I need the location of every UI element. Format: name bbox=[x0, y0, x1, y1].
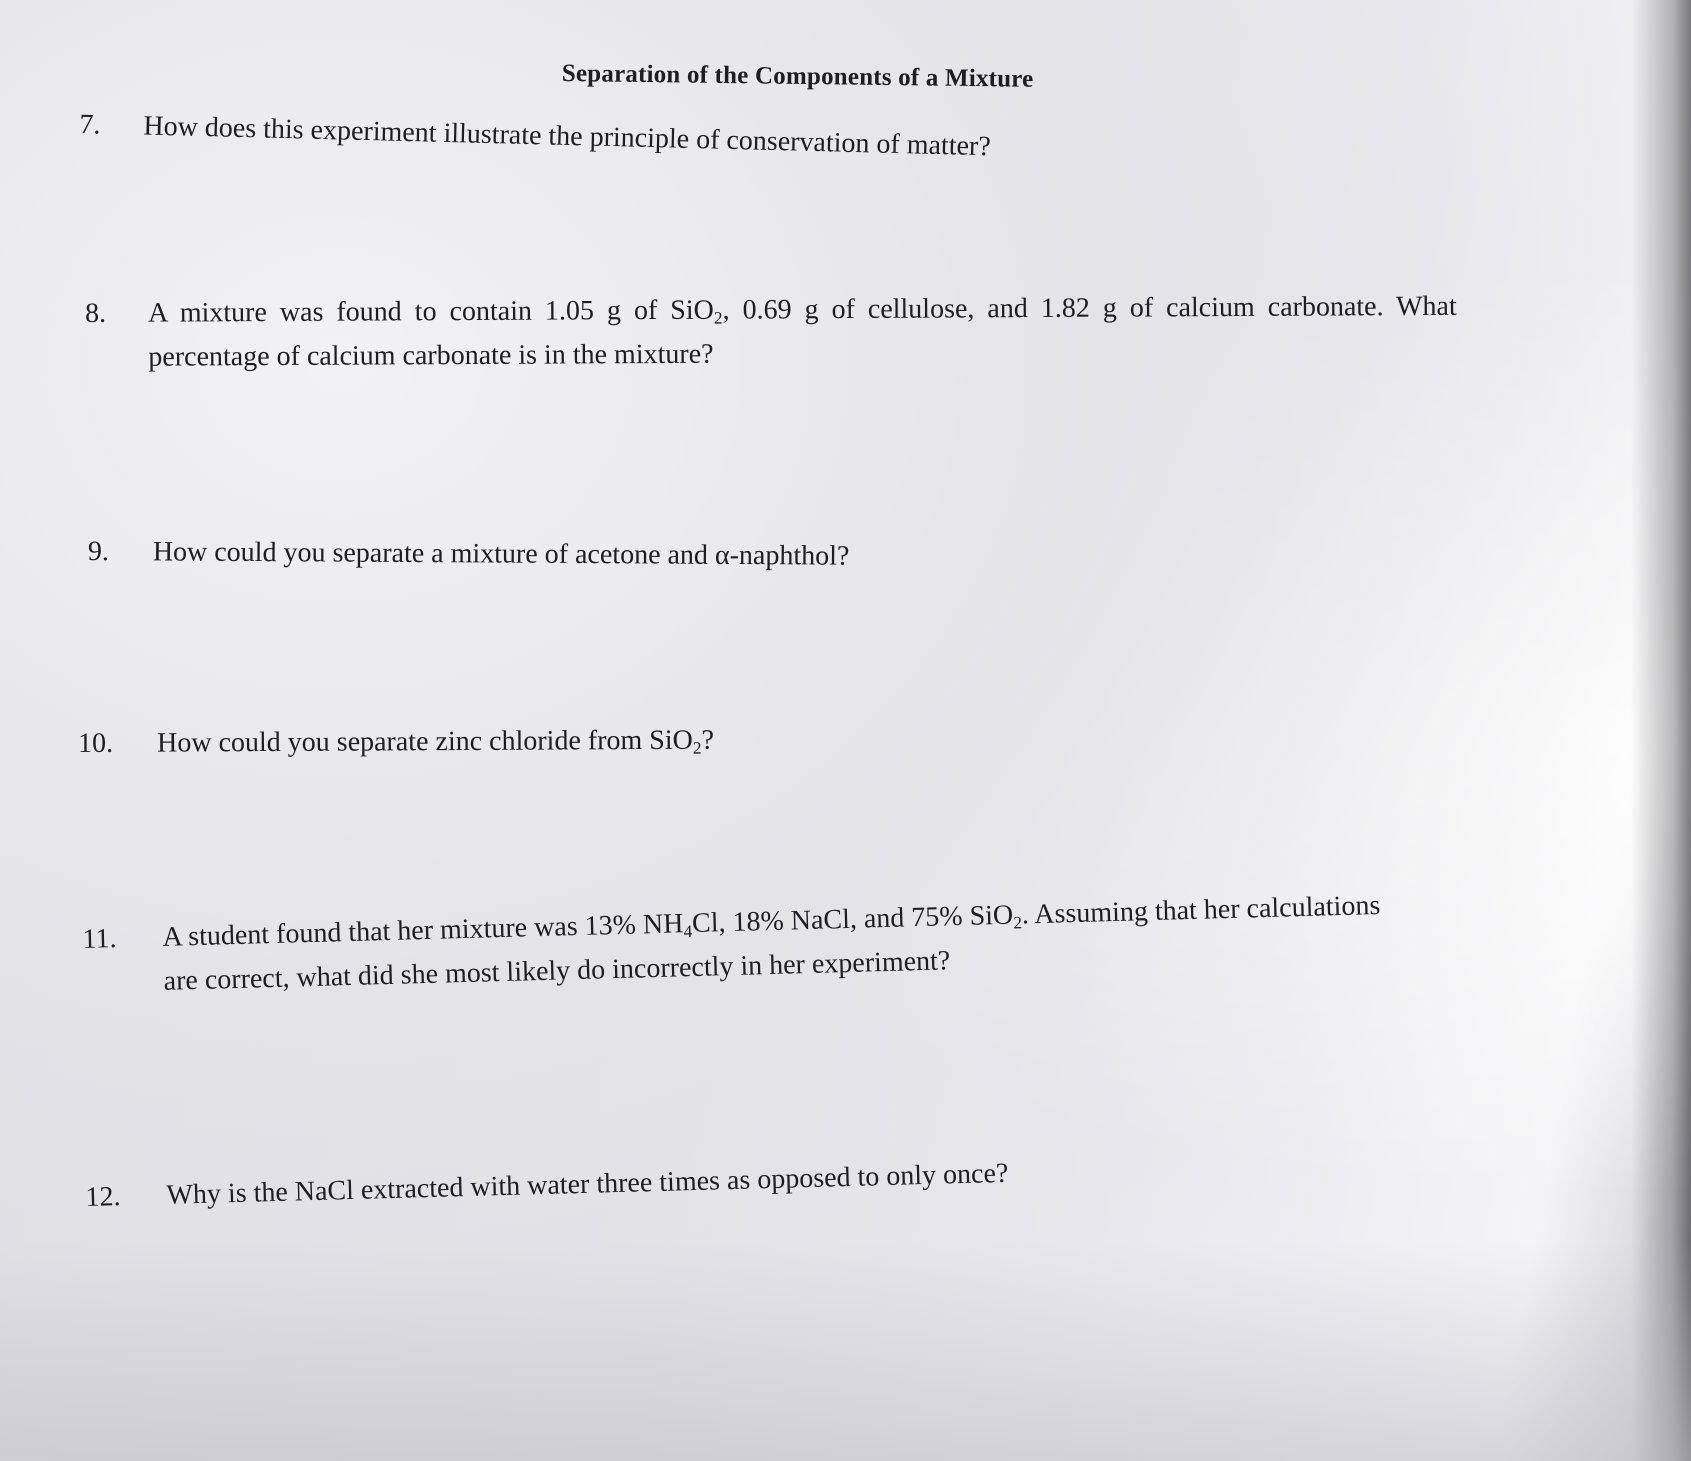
question-text bbox=[143, 105, 991, 170]
subscript: 2 bbox=[1013, 913, 1023, 933]
text-run: , 0.69 g of cellulose, and 1.82 g of calcium carbonate. What bbox=[722, 290, 1457, 326]
question-text bbox=[162, 884, 1382, 1004]
text-run: percentage of calcium carbonate is in the mixture? bbox=[148, 338, 714, 373]
page-title: Separation of the Components of a Mixture bbox=[561, 60, 1034, 93]
question-text bbox=[157, 719, 714, 766]
question-line bbox=[148, 329, 1457, 380]
question-number: 9. bbox=[87, 535, 109, 568]
text-run: are correct, what did she most likely do incorrectly in her experiment? bbox=[163, 945, 951, 997]
subscript: 2 bbox=[713, 308, 723, 328]
text-run: Cl, 18% NaCl, and 75% SiO bbox=[691, 899, 1014, 940]
text-run: How could you separate a mixture of acetone and α-naphthol? bbox=[152, 536, 850, 572]
text-run: A mixture was found to contain 1.05 g of SiO bbox=[148, 294, 714, 329]
question-number: 7. bbox=[79, 108, 101, 141]
text-run: A student found that her mixture was 13% NH bbox=[162, 908, 684, 953]
text-run: . Assuming that her calculations bbox=[1021, 890, 1381, 931]
question-text bbox=[166, 1152, 1009, 1218]
question-line bbox=[148, 285, 1457, 336]
question-line bbox=[153, 530, 850, 578]
text-run: ? bbox=[701, 724, 715, 756]
subscript: 2 bbox=[692, 738, 702, 758]
question-line bbox=[157, 719, 714, 766]
question-number: 12. bbox=[85, 1181, 121, 1213]
question-number: 8. bbox=[85, 297, 107, 329]
question-text bbox=[153, 530, 850, 578]
text-run: Why is the NaCl extracted with water three times as opposed to only once? bbox=[166, 1157, 1009, 1211]
page-bottom-shade bbox=[0, 1241, 1691, 1461]
question-line bbox=[143, 105, 991, 170]
question-text bbox=[148, 285, 1457, 380]
subscript: 4 bbox=[683, 921, 693, 942]
question-number: 10. bbox=[78, 727, 114, 759]
question-line bbox=[166, 1152, 1009, 1218]
question-number: 11. bbox=[82, 923, 117, 955]
text-run: How could you separate zinc chloride from SiO bbox=[157, 724, 693, 759]
text-run: How does this experiment illustrate the principle of conservation of matter? bbox=[143, 110, 992, 163]
